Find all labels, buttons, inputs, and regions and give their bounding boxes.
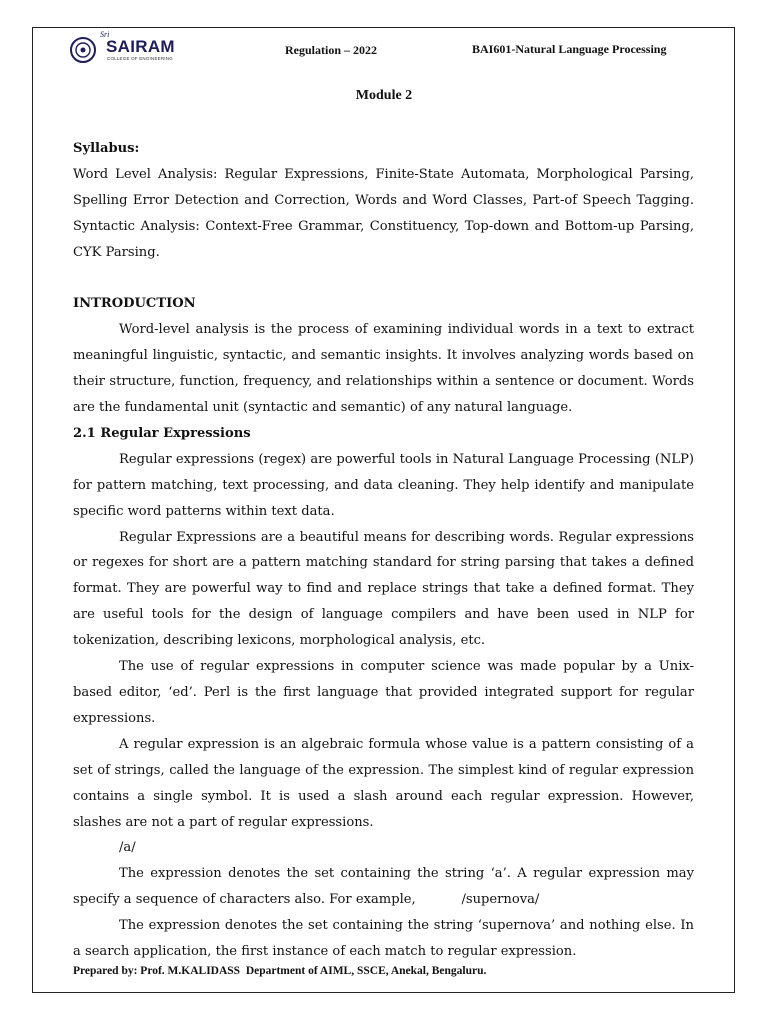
- syllabus-text: Word Level Analysis: Regular Expressions, Finite-State Automata, Morphological Parsing, Spelling Error Detection and Correction, Words and Word Classes, Part-of Speech Tagging. Syntactic Analysis: Context-Free Grammar, Constituency, Top-down and Bottom-up Parsing, CYK Parsing.: [73, 166, 694, 260]
- regex-paragraph-2: Regular Expressions are a beautiful means for describing words. Regular expressions or regexes for short are a pattern matching standard for string parsing that takes a defined format. They are powerful way to find and replace strings that take a defined format. They are useful tools for the design of language compilers and have been used in NLP for tokenization, describing lexicons, morphological analysis, etc.: [73, 529, 694, 649]
- regex-example-a: /a/: [119, 840, 136, 856]
- logo-sri-text: Sri: [100, 30, 110, 39]
- section-heading-regex: 2.1 Regular Expressions: [73, 425, 251, 441]
- header-course: BAI601-Natural Language Processing: [472, 42, 667, 56]
- regex-paragraph-3: The use of regular expressions in computer science was made popular by a Unix-based editor, ‘ed’. Perl is the first language that provided integrated support for regular expressions.: [73, 659, 694, 726]
- document-body: [73, 136, 699, 965]
- module-title: Module 2: [355, 88, 413, 103]
- logo-name: SAIRAM: [106, 37, 175, 56]
- regex-paragraph-1: Regular expressions (regex) are powerful tools in Natural Language Processing (NLP) for pattern matching, text processing, and data cleaning. They help identify and manipulate specific word patterns within text data.: [73, 451, 694, 519]
- logo-subtitle: COLLEGE OF ENGINEERING: [107, 56, 173, 61]
- regex-paragraph-5: The expression denotes the set containing the string ‘a’. A regular expression may specify a sequence of characters also. For example, /supernova/: [73, 866, 699, 908]
- syllabus-heading: Syllabus:: [73, 141, 140, 156]
- regex-paragraph-6: The expression denotes the set containing the string ‘supernova’ and nothing else. In a search application, the first instance of each match to regular expression.: [73, 918, 694, 960]
- introduction-paragraph: Word-level analysis is the process of examining individual words in a text to extract meaningful linguistic, syntactic, and semantic insights. It involves analyzing words based on their structure, function, frequency, and relationships within a sentence or document. Words are the fundamental unit (syntactic and semantic) of any natural language.: [73, 322, 694, 416]
- introduction-heading: INTRODUCTION: [73, 296, 196, 312]
- regex-paragraph-4: A regular expression is an algebraic formula whose value is a pattern consisting of a set of strings, called the language of the expression. The simplest kind of regular expression contains a single symbol. It is used a slash around each regular expression. However, slashes are not a part of regular expressions.: [73, 736, 694, 830]
- header-regulation: Regulation – 2022: [285, 43, 378, 57]
- page-footer: Prepared by: Prof. M.KALIDASS Department of AIML, SSCE, Anekal, Bengaluru.: [73, 965, 487, 977]
